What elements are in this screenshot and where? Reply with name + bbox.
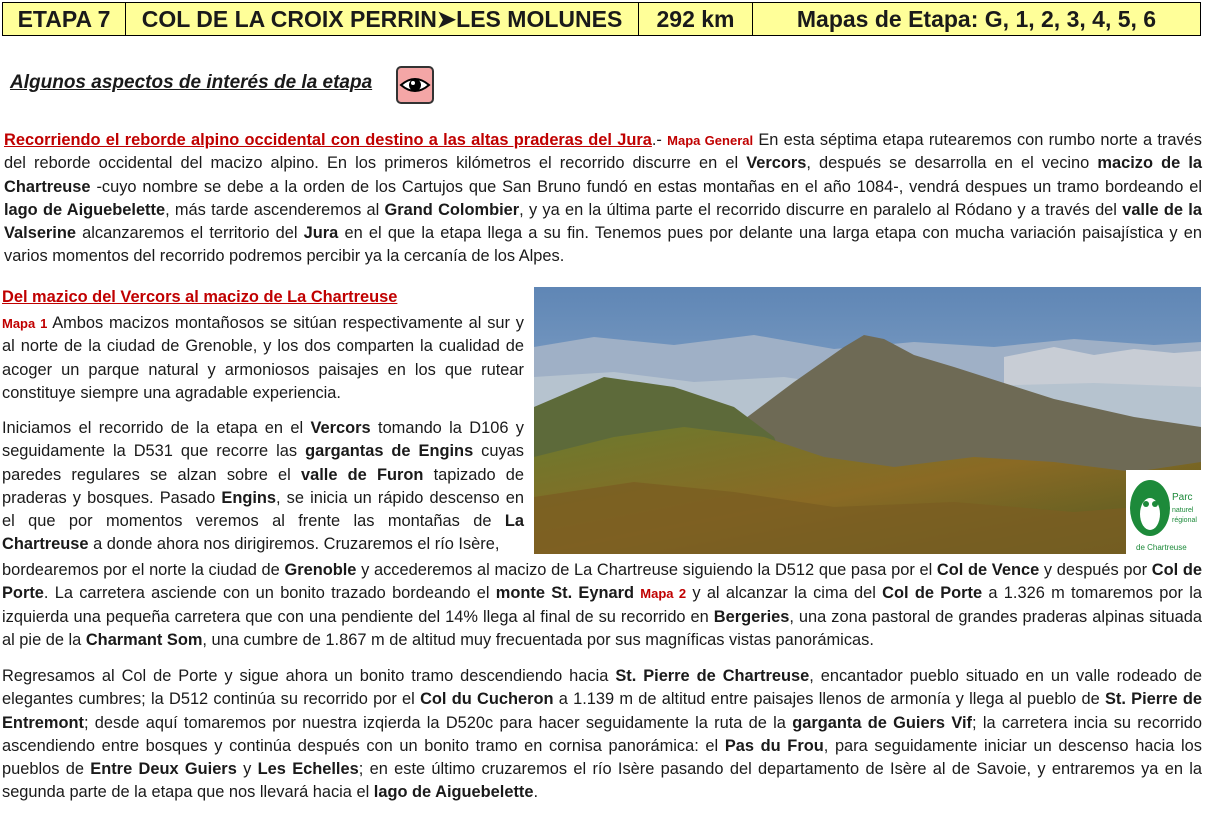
section-subtitle: Algunos aspectos de interés de la etapa xyxy=(10,72,373,93)
section-heading: Del mazico del Vercors al macizo de La Chartreuse xyxy=(2,288,398,306)
logo-line-1: Parc xyxy=(1172,492,1193,503)
mountain-photo xyxy=(534,287,1201,554)
section-paragraph-4: Regresamos al Col de Porte y sigue ahora un bonito tramo descendiendo hacia St. Pierre de Chartreuse, encantador pueblo situado en un valle rodeado de elegantes cumbres; la D512 continúa su recorrido por el Col du Cucheron a 1.139 m de altitud entre paisajes llenos de armonía y llega al pueblo de St. Pierre de Entremont; desde aquí tomaremos por nuestra izqierda la D520c para hacer seguidamente la ruta de la garganta de Guiers Vif; la carretera incia su recorrido ascendiendo entre bosques y continúa después con un bonito tramo en cornisa panorámica: el Pas du Frou, para seguidamente iniciar un descenso hacia los pueblos de Entre Deux Guiers y Les Echelles; en este último cruzaremos el río Isère pasando del departamento de Isère al de Savoie, y entraremos ya en la segunda parte de la etapa que nos llevará hacia el lago de Aiguebelette. xyxy=(2,667,1203,802)
stage-distance: 292 km xyxy=(639,3,753,35)
eye-icon xyxy=(396,66,434,104)
section-paragraph-2: Iniciamos el recorrido de la etapa en el Vercors tomando la D106 y seguidamente la D531 que recorre las gargantas de Engins cuyas paredes regulares se alzan sobre el valle de Furon tapizado de praderas y bosques. Pasado Engins, se inicia un rápido descenso en el que por momentos veremos al frente las montañas de La Chartreuse a donde ahora nos dirigiremos. Cruzaremos el río Isère, xyxy=(2,419,525,554)
logo-line-4: de Chartreuse xyxy=(1136,543,1187,552)
map-general-label: Mapa General xyxy=(667,133,754,148)
stage-number: ETAPA 7 xyxy=(3,3,126,35)
parc-chartreuse-logo xyxy=(1126,470,1201,554)
stage-header xyxy=(2,2,1201,36)
section-paragraph-1: Mapa 1 Ambos macizos montañosos se sitúan respectivamente al sur y al norte de la ciudad de Grenoble, y los dos comparten la cualidad de acoger un parque natural y armoniosos paisajes en los que rutear constituye siempre una agradable experiencia. xyxy=(2,314,524,402)
logo-line-2: naturel xyxy=(1172,507,1194,514)
map-2-label: Mapa 2 xyxy=(640,586,687,602)
section-paragraph-3: bordearemos por el norte la ciudad de Grenoble y accederemos al macizo de La Chartreuse siguiendo la D512 que pasa por el Col de Vence y después por Col de Porte. La carretera asciende con un bonito trazado bordeando el monte St. Eynard Mapa 2 y al alcanzar la cima del Col de Porte a 1.326 m tomaremos por la izquierda una pequeña carretera que con una pendiente del 14% llega al final de su recorrido en Bergeries, una zona pastoral de grandes praderas alpinas situada al pie de la Charmant Som, una cumbre de 1.867 m de altitud muy frecuentada por sus magníficas vistas panorámicas. xyxy=(2,561,1203,649)
logo-line-3: régional xyxy=(1172,517,1197,524)
intro-paragraph: Recorriendo el reborde alpino occidental con destino a las altas praderas del Jura.- Mapa General En esta séptima etapa rutearemos con rumbo norte a través del reborde occidental del macizo alpino. En los primeros kilómetros el recorrido discurre en el Vercors, después se desarrolla en el vecino macizo de la Chartreuse -cuyo nombre se debe a la orden de los Cartujos que San Bruno fundó en estas montañas en el año 1084-, vendrá despues un tramo bordeando el lago de Aiguebelette, más tarde ascenderemos al Grand Colombier, y ya en la última parte el recorrido discurre en paralelo al Ródano y a través del valle de la Valserine alcanzaremos el territorio del Jura en el que la etapa llega a su fin. Tenemos pues por delante una larga etapa con mucha variación paisajística y en varios momentos del recorrido podremos percibir ya la cercanía de los Alpes. xyxy=(4,131,1203,266)
stage-route: COL DE LA CROIX PERRIN➤LES MOLUNES xyxy=(126,3,639,35)
intro-heading: Recorriendo el reborde alpino occidental con destino a las altas praderas del Jura xyxy=(4,131,652,149)
map-1-label: Mapa 1 xyxy=(2,316,48,331)
stage-maps: Mapas de Etapa: G, 1, 2, 3, 4, 5, 6 xyxy=(796,5,1157,32)
